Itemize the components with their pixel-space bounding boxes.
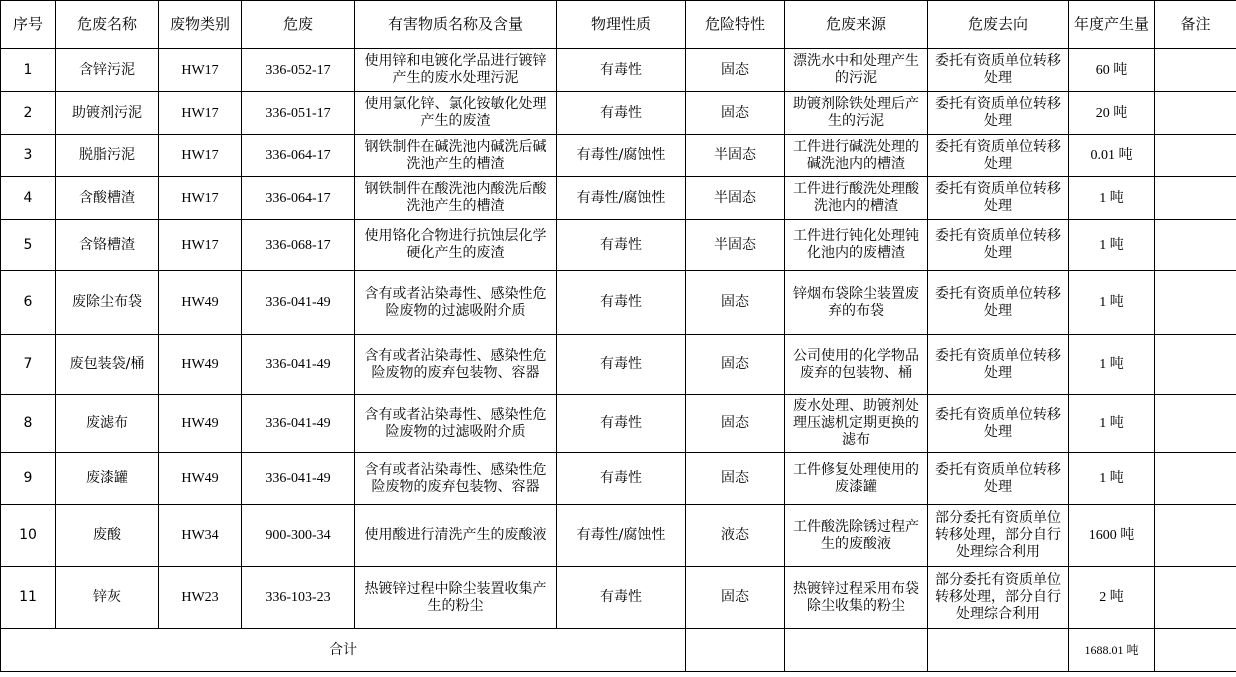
waste-source: 助镀剂除铁处理后产生的污泥	[785, 92, 928, 135]
remark	[1155, 177, 1236, 220]
header-cell: 序号	[1, 1, 56, 49]
annual-amount: 1 吨	[1069, 395, 1155, 453]
header-row	[1, 1, 1236, 49]
waste-source: 工件进行钝化处理钝化池内的废槽渣	[785, 220, 928, 271]
physical-property: 有毒性	[557, 395, 686, 453]
waste-source: 工件酸洗除锈过程产生的废酸液	[785, 505, 928, 567]
row-number: 3	[1, 135, 56, 177]
waste-code: 336-064-17	[242, 135, 355, 177]
row-number: 2	[1, 92, 56, 135]
header-cell: 年度产生量	[1069, 1, 1155, 49]
waste-source: 工件进行酸洗处理酸洗池内的槽渣	[785, 177, 928, 220]
waste-name: 废包装袋/桶	[56, 335, 159, 395]
hazardous-substance: 含有或者沾染毒性、感染性危险废物的废弃包装物、容器	[355, 335, 557, 395]
table-cell	[785, 629, 928, 672]
table-cell	[1155, 629, 1236, 672]
table-row	[1, 135, 1236, 177]
physical-property: 有毒性	[557, 220, 686, 271]
row-number: 1	[1, 49, 56, 92]
waste-name: 含铬槽渣	[56, 220, 159, 271]
row-number: 9	[1, 453, 56, 505]
waste-name: 废滤布	[56, 395, 159, 453]
physical-property: 有毒性/腐蚀性	[557, 505, 686, 567]
remark	[1155, 567, 1236, 629]
waste-category: HW17	[159, 220, 242, 271]
header-cell: 危废来源	[785, 1, 928, 49]
header-cell: 物理性质	[557, 1, 686, 49]
waste-source: 锌烟布袋除尘装置废弃的布袋	[785, 271, 928, 335]
physical-property: 有毒性	[557, 567, 686, 629]
waste-source: 工件修复处理使用的废漆罐	[785, 453, 928, 505]
annual-amount: 1 吨	[1069, 271, 1155, 335]
waste-destination: 委托有资质单位转移处理	[928, 220, 1069, 271]
waste-source: 废水处理、助镀剂处理压滤机定期更换的滤布	[785, 395, 928, 453]
header-cell: 危废去向	[928, 1, 1069, 49]
table-row	[1, 220, 1236, 271]
table-cell	[686, 629, 785, 672]
row-number: 4	[1, 177, 56, 220]
remark	[1155, 453, 1236, 505]
table-row	[1, 505, 1236, 567]
row-number: 7	[1, 335, 56, 395]
waste-source: 漂洗水中和处理产生的污泥	[785, 49, 928, 92]
waste-category: HW17	[159, 92, 242, 135]
waste-destination: 委托有资质单位转移处理	[928, 271, 1069, 335]
remark	[1155, 335, 1236, 395]
row-number: 5	[1, 220, 56, 271]
remark	[1155, 505, 1236, 567]
annual-amount: 1 吨	[1069, 453, 1155, 505]
table-row	[1, 453, 1236, 505]
waste-code: 336-051-17	[242, 92, 355, 135]
table-cell	[928, 629, 1069, 672]
table-row	[1, 177, 1236, 220]
remark	[1155, 92, 1236, 135]
remark	[1155, 220, 1236, 271]
waste-code: 336-041-49	[242, 271, 355, 335]
hazard-property: 固态	[686, 453, 785, 505]
row-number: 10	[1, 505, 56, 567]
header-cell: 废物类别	[159, 1, 242, 49]
annual-amount: 1 吨	[1069, 177, 1155, 220]
hazard-property: 半固态	[686, 177, 785, 220]
header-cell: 有害物质名称及含量	[355, 1, 557, 49]
physical-property: 有毒性	[557, 453, 686, 505]
hazard-property: 固态	[686, 271, 785, 335]
waste-destination: 委托有资质单位转移处理	[928, 453, 1069, 505]
hazard-property: 半固态	[686, 220, 785, 271]
row-number: 11	[1, 567, 56, 629]
remark	[1155, 271, 1236, 335]
waste-destination: 委托有资质单位转移处理	[928, 92, 1069, 135]
physical-property: 有毒性/腐蚀性	[557, 177, 686, 220]
waste-name: 助镀剂污泥	[56, 92, 159, 135]
hazardous-substance: 含有或者沾染毒性、感染性危险废物的过滤吸附介质	[355, 271, 557, 335]
waste-category: HW49	[159, 271, 242, 335]
waste-code: 336-103-23	[242, 567, 355, 629]
waste-category: HW49	[159, 395, 242, 453]
annual-amount: 20 吨	[1069, 92, 1155, 135]
physical-property: 有毒性	[557, 49, 686, 92]
hazard-property: 固态	[686, 567, 785, 629]
hazardous-substance: 使用酸进行清洗产生的废酸液	[355, 505, 557, 567]
waste-name: 废酸	[56, 505, 159, 567]
total-amount: 1688.01 吨	[1069, 629, 1155, 672]
annual-amount: 1 吨	[1069, 335, 1155, 395]
total-row	[1, 629, 1236, 672]
waste-code: 336-041-49	[242, 453, 355, 505]
physical-property: 有毒性	[557, 92, 686, 135]
remark	[1155, 49, 1236, 92]
hazardous-substance: 热镀锌过程中除尘装置收集产生的粉尘	[355, 567, 557, 629]
hazard-property: 半固态	[686, 135, 785, 177]
waste-name: 含锌污泥	[56, 49, 159, 92]
hazardous-substance: 钢铁制件在酸洗池内酸洗后酸洗池产生的槽渣	[355, 177, 557, 220]
hazard-property: 固态	[686, 335, 785, 395]
row-number: 8	[1, 395, 56, 453]
waste-name: 锌灰	[56, 567, 159, 629]
hazardous-substance: 含有或者沾染毒性、感染性危险废物的废弃包装物、容器	[355, 453, 557, 505]
waste-name: 废除尘布袋	[56, 271, 159, 335]
waste-source: 热镀锌过程采用布袋除尘收集的粉尘	[785, 567, 928, 629]
table-row	[1, 271, 1236, 335]
waste-destination: 委托有资质单位转移处理	[928, 49, 1069, 92]
waste-category: HW23	[159, 567, 242, 629]
table-row	[1, 567, 1236, 629]
waste-destination: 委托有资质单位转移处理	[928, 395, 1069, 453]
physical-property: 有毒性/腐蚀性	[557, 135, 686, 177]
header-cell: 危废名称	[56, 1, 159, 49]
waste-category: HW17	[159, 49, 242, 92]
table-row	[1, 335, 1236, 395]
waste-category: HW34	[159, 505, 242, 567]
annual-amount: 2 吨	[1069, 567, 1155, 629]
waste-code: 336-041-49	[242, 395, 355, 453]
hazardous-substance: 含有或者沾染毒性、感染性危险废物的过滤吸附介质	[355, 395, 557, 453]
waste-category: HW17	[159, 135, 242, 177]
waste-destination: 部分委托有资质单位转移处理，部分自行处理综合利用	[928, 505, 1069, 567]
hazard-property: 固态	[686, 395, 785, 453]
waste-name: 脱脂污泥	[56, 135, 159, 177]
waste-code: 336-041-49	[242, 335, 355, 395]
remark	[1155, 135, 1236, 177]
hazard-property: 固态	[686, 92, 785, 135]
waste-category: HW49	[159, 335, 242, 395]
waste-category: HW49	[159, 453, 242, 505]
hazard-property: 液态	[686, 505, 785, 567]
waste-code: 336-064-17	[242, 177, 355, 220]
hazardous-substance: 钢铁制件在碱洗池内碱洗后碱洗池产生的槽渣	[355, 135, 557, 177]
hazard-property: 固态	[686, 49, 785, 92]
total-label: 合计	[1, 629, 686, 672]
waste-code: 336-052-17	[242, 49, 355, 92]
row-number: 6	[1, 271, 56, 335]
physical-property: 有毒性	[557, 271, 686, 335]
waste-source: 工件进行碱洗处理的碱洗池内的槽渣	[785, 135, 928, 177]
annual-amount: 60 吨	[1069, 49, 1155, 92]
table-row	[1, 92, 1236, 135]
waste-destination: 委托有资质单位转移处理	[928, 135, 1069, 177]
hazardous-substance: 使用锌和电镀化学品进行镀锌产生的废水处理污泥	[355, 49, 557, 92]
table-row	[1, 49, 1236, 92]
waste-source: 公司使用的化学物品废弃的包装物、桶	[785, 335, 928, 395]
annual-amount: 1600 吨	[1069, 505, 1155, 567]
waste-destination: 部分委托有资质单位转移处理，部分自行处理综合利用	[928, 567, 1069, 629]
waste-name: 废漆罐	[56, 453, 159, 505]
waste-code: 900-300-34	[242, 505, 355, 567]
header-cell: 危废	[242, 1, 355, 49]
waste-name: 含酸槽渣	[56, 177, 159, 220]
physical-property: 有毒性	[557, 335, 686, 395]
header-cell: 危险特性	[686, 1, 785, 49]
table-row	[1, 395, 1236, 453]
annual-amount: 1 吨	[1069, 220, 1155, 271]
hazardous-substance: 使用铬化合物进行抗蚀层化学硬化产生的废渣	[355, 220, 557, 271]
annual-amount: 0.01 吨	[1069, 135, 1155, 177]
waste-destination: 委托有资质单位转移处理	[928, 335, 1069, 395]
waste-code: 336-068-17	[242, 220, 355, 271]
hazardous-substance: 使用氯化锌、氯化铵敏化处理产生的废渣	[355, 92, 557, 135]
waste-destination: 委托有资质单位转移处理	[928, 177, 1069, 220]
remark	[1155, 395, 1236, 453]
waste-category: HW17	[159, 177, 242, 220]
header-cell: 备注	[1155, 1, 1236, 49]
